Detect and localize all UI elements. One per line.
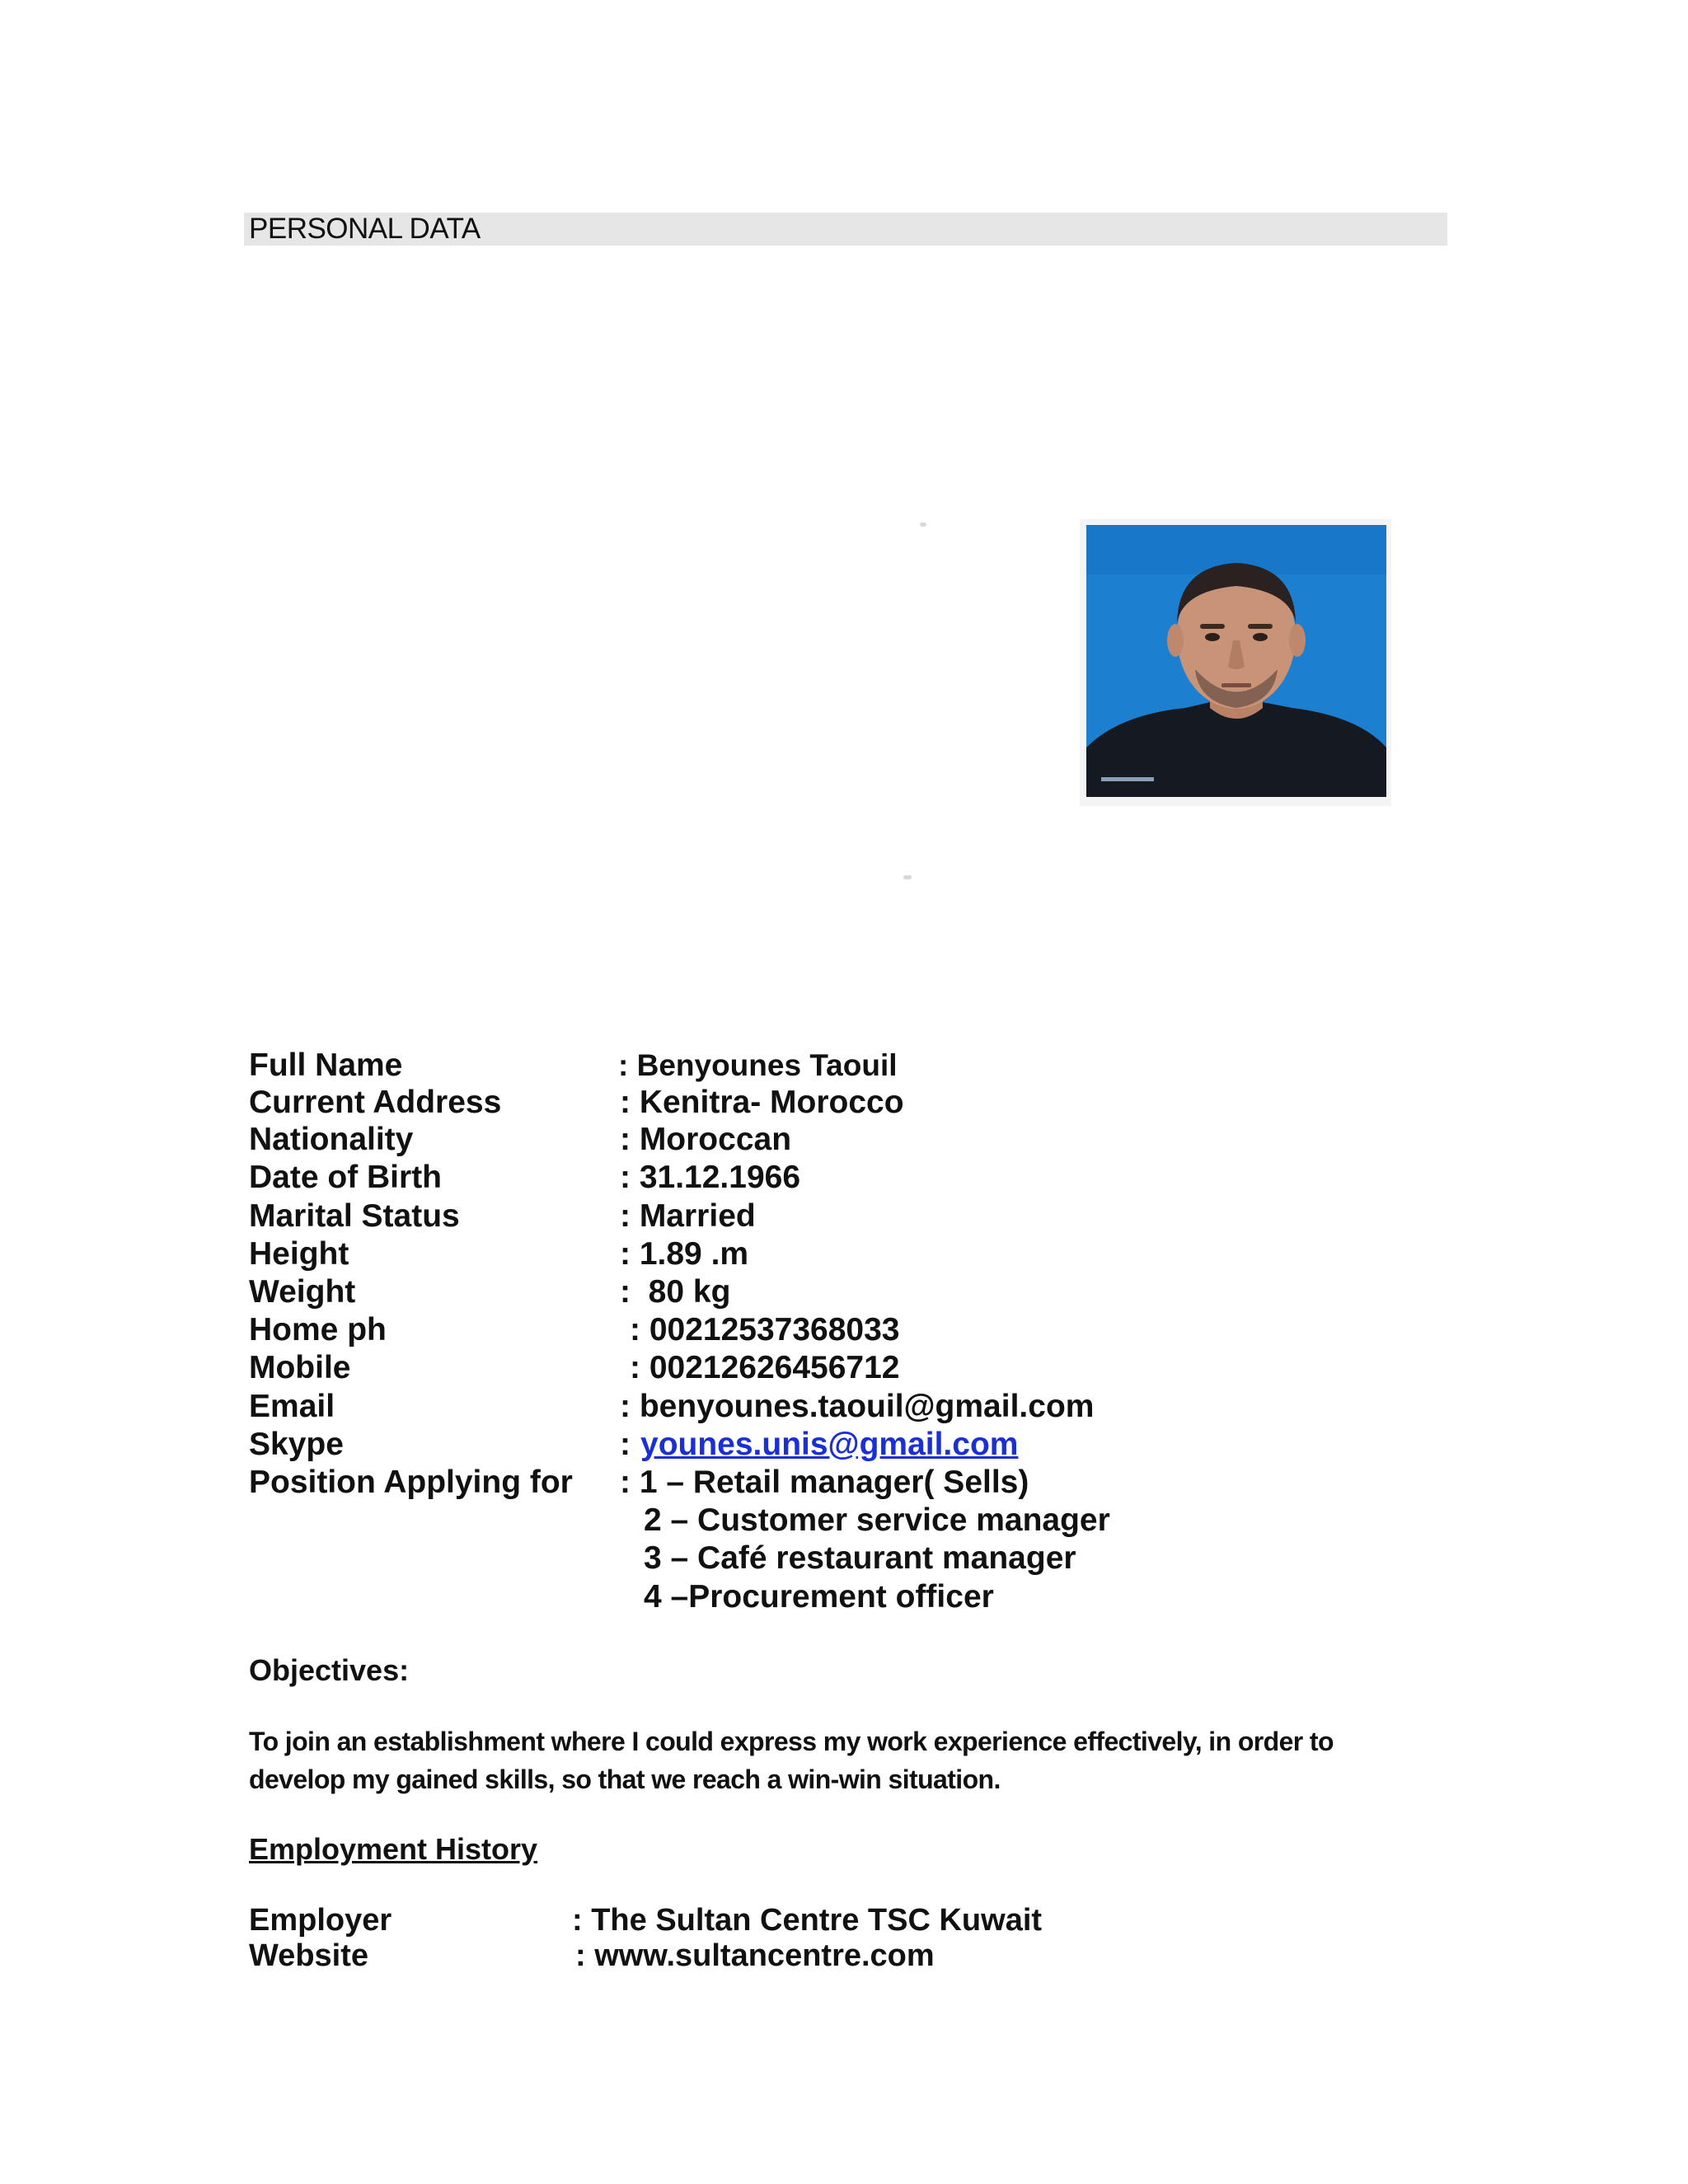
field-value: : Kenitra- Morocco [620,1085,904,1120]
field-label: Current Address [249,1085,502,1120]
field-label: Height [249,1236,349,1272]
field-label: Nationality [249,1122,414,1157]
field-value: : 80 kg [620,1274,731,1310]
field-value: : 00212626456712 [630,1350,900,1385]
employment-row-employer [249,1902,1238,1938]
field-label: Home ph [249,1312,387,1347]
position-option: 2 – Customer service manager [644,1502,1110,1538]
section-header-personal-data [244,213,1447,246]
field-label: Position Applying for [249,1465,573,1500]
field-value: : benyounes.taouil@gmail.com [620,1389,1095,1424]
field-value: : 31.12.1966 [620,1160,801,1195]
objectives-line: develop my gained skills, so that we reach a win-win situation. [249,1765,1001,1794]
field-label: Date of Birth [249,1160,442,1195]
scan-speck [920,523,926,527]
field-separator: : [620,1427,640,1462]
position-option: 4 –Procurement officer [644,1579,994,1615]
field-value: : Married [620,1198,756,1234]
field-label: Weight [249,1274,356,1310]
field-value: : 00212537368033 [630,1312,900,1347]
field-label: Full Name [249,1047,403,1083]
objectives-text [249,1722,1419,1798]
field-value: : Moroccan [620,1122,792,1157]
objectives-line: To join an establishment where I could express my work experience effectively, in order to [249,1727,1334,1756]
employment-heading: Employment History [249,1832,538,1866]
section-title: PERSONAL DATA [249,213,481,245]
field-value: : 1 – Retail manager( Sells) [620,1465,1029,1500]
website-value: : www.sultancentre.com [575,1938,935,1973]
position-option: 3 – Café restaurant manager [644,1540,1076,1576]
field-label: Employer [249,1903,392,1938]
field-label: Mobile [249,1350,351,1385]
field-label: Email [249,1389,335,1424]
scan-speck [903,875,912,879]
field-label: Website [249,1938,369,1973]
objectives-heading: Objectives: [249,1653,410,1687]
field-value: : The Sultan Centre TSC Kuwait [572,1903,1043,1938]
field-value: : Benyounes Taouil [618,1048,898,1082]
skype-link[interactable]: younes.unis@gmail.com [640,1427,1019,1462]
field-label: Skype [249,1427,344,1462]
field-value: : 1.89 .m [620,1236,749,1272]
field-label: Marital Status [249,1198,460,1234]
profile-photo [1086,525,1386,797]
employment-row-website [249,1938,1238,1974]
